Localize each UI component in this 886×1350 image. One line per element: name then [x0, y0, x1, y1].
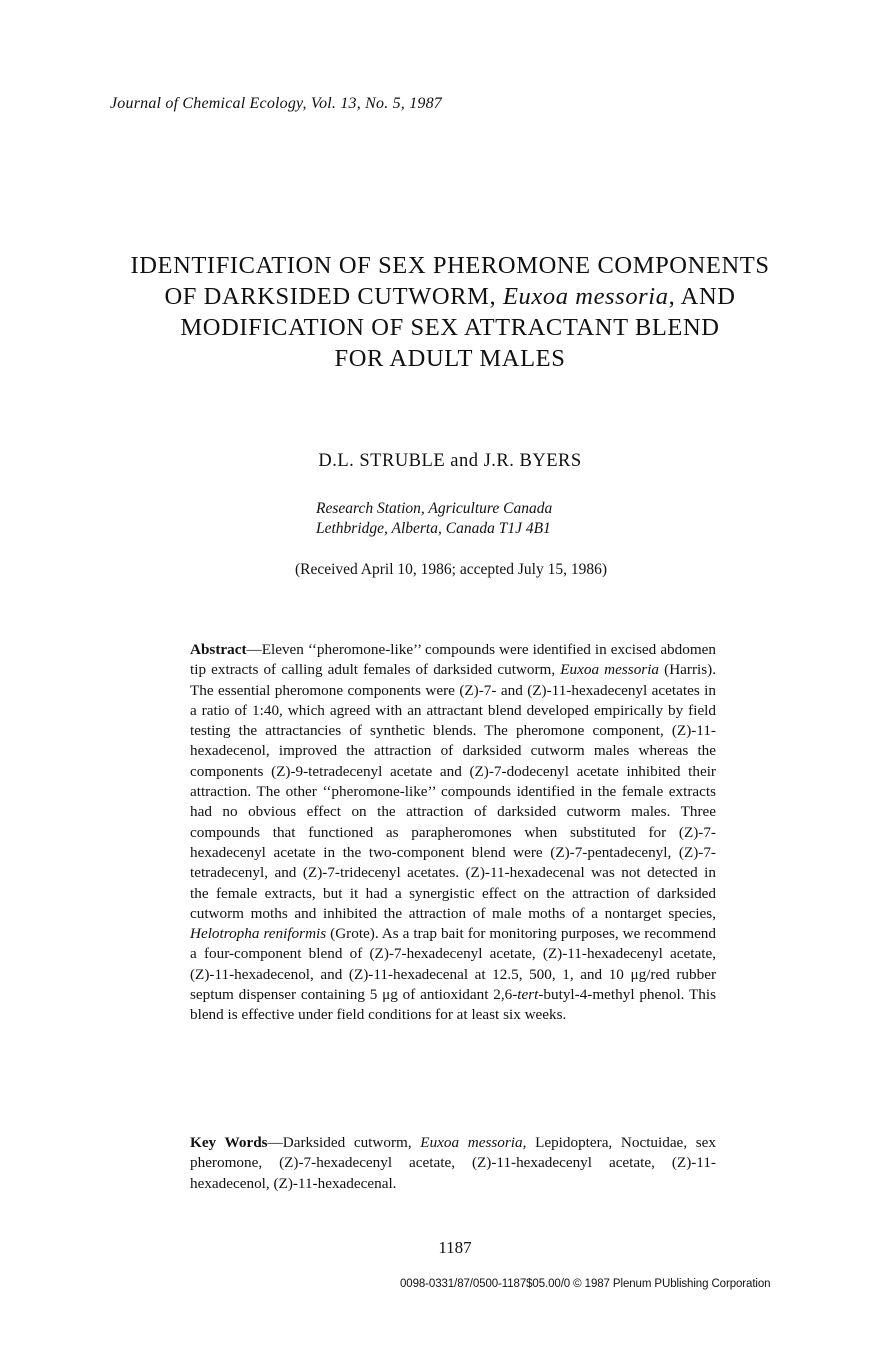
abstract-dash: — [246, 641, 262, 658]
key-words [190, 1133, 716, 1194]
keywords-text-2: , Lepidoptera, Noctuidae, sex pheromone, (Z)-7-hexadecenyl acetate, (Z)-11-hexadecenyl acetate, (Z)-11-hexadecenol, (Z)-11-hexadecenal. [190, 1134, 717, 1192]
title-line-2-start: OF DARKSIDED CUTWORM, [164, 283, 503, 310]
page-number: 1187 [438, 1238, 472, 1257]
journal-header: Journal of Chemical Ecology, Vol. 13, No. 5, 1987 [110, 95, 442, 112]
title-line-3: MODIFICATION OF SEX ATTRACTANT BLEND [180, 314, 720, 341]
author-names: D.L. STRUBLE and J.R. BYERS [318, 451, 582, 471]
abstract-text-1: Eleven ‘‘pheromone-like’’ compounds were identified in excised abdomen tip extracts of calling adult females of darksided cutworm, [190, 641, 716, 679]
affiliation-line-2: Lethbridge, Alberta, Canada T1J 4B1 [316, 520, 551, 537]
affiliation-line-1: Research Station, Agriculture Canada [316, 500, 553, 517]
abstract [190, 640, 716, 1026]
abstract-species-2: Helotropha reniformis [190, 925, 327, 943]
copyright-footer: 0098-0331/87/0500-1187$05.00/0 © 1987 Plenum PUblishing Corporation [400, 1278, 771, 1290]
received-dates: (Received April 10, 1986; accepted July 15, 1986) [294, 561, 608, 578]
title-line-2-end: , AND [668, 283, 736, 310]
title-line-4: FOR ADULT MALES [334, 345, 566, 372]
keywords-label: Key Words [190, 1134, 268, 1151]
abstract-label: Abstract [190, 641, 247, 658]
abstract-tert: tert [517, 986, 539, 1004]
abstract-text-2: (Harris). The essential pheromone components were (Z)-7- and (Z)-11-hexadecenyl acetates in a ratio of 1:40, which agreed with an attractant blend developed empirically by field testing the attractancies of synthetic blends. The pheromone component, (Z)-11-hexadecenol, improved the attraction of darksided cutworm males whereas the components (Z)-9-tetradecenyl acetate and (Z)-7-dodecenyl acetate inhibited their attraction. The other ‘‘pheromone-like’’ compounds identified in the female extracts had no obvious effect on the attraction of darksided cutworm males. Three compounds that functioned as parapheromones when substituted for (Z)-7-hexadecenyl acetate in the two-component blend were (Z)-7-pentadecenyl, (Z)-7-tetradecenyl, and (Z)-7-tridecenyl acetates. (Z)-11-hexadecenal was not detected in the female extracts, but it had a synergistic effect on the attraction of darksided cutworm moths and inhibited the attraction of male moths of a nontarget species, [190, 661, 717, 922]
abstract-text-3: (Grote). As a trap bait for monitoring purposes, we recommend a four-component blend of (Z)-7-hexadecenyl acetate, (Z)-11-hexadecenyl acetate, (Z)-11-hexadecenol, and (Z)-11-hexadecenal at 12.5, 500, 1, and 10 μg/red rubber septum dispenser containing 5 μg of antioxidant 2,6- [190, 925, 716, 1004]
title-species-name: Euxoa messoria [502, 283, 669, 310]
abstract-text-4: -butyl-4-methyl phenol. This blend is effective under field conditions for at least six weeks. [190, 986, 716, 1024]
abstract-species-1: Euxoa messoria [560, 661, 660, 679]
keywords-text-1: Darksided cutworm, [282, 1134, 421, 1151]
keywords-species: Euxoa messoria [420, 1134, 523, 1151]
title-line-2 [60, 281, 840, 312]
article-title [60, 250, 840, 374]
keywords-dash: — [267, 1134, 283, 1151]
affiliation [316, 499, 552, 539]
title-line-1: IDENTIFICATION OF SEX PHEROMONE COMPONENTS [130, 252, 770, 279]
